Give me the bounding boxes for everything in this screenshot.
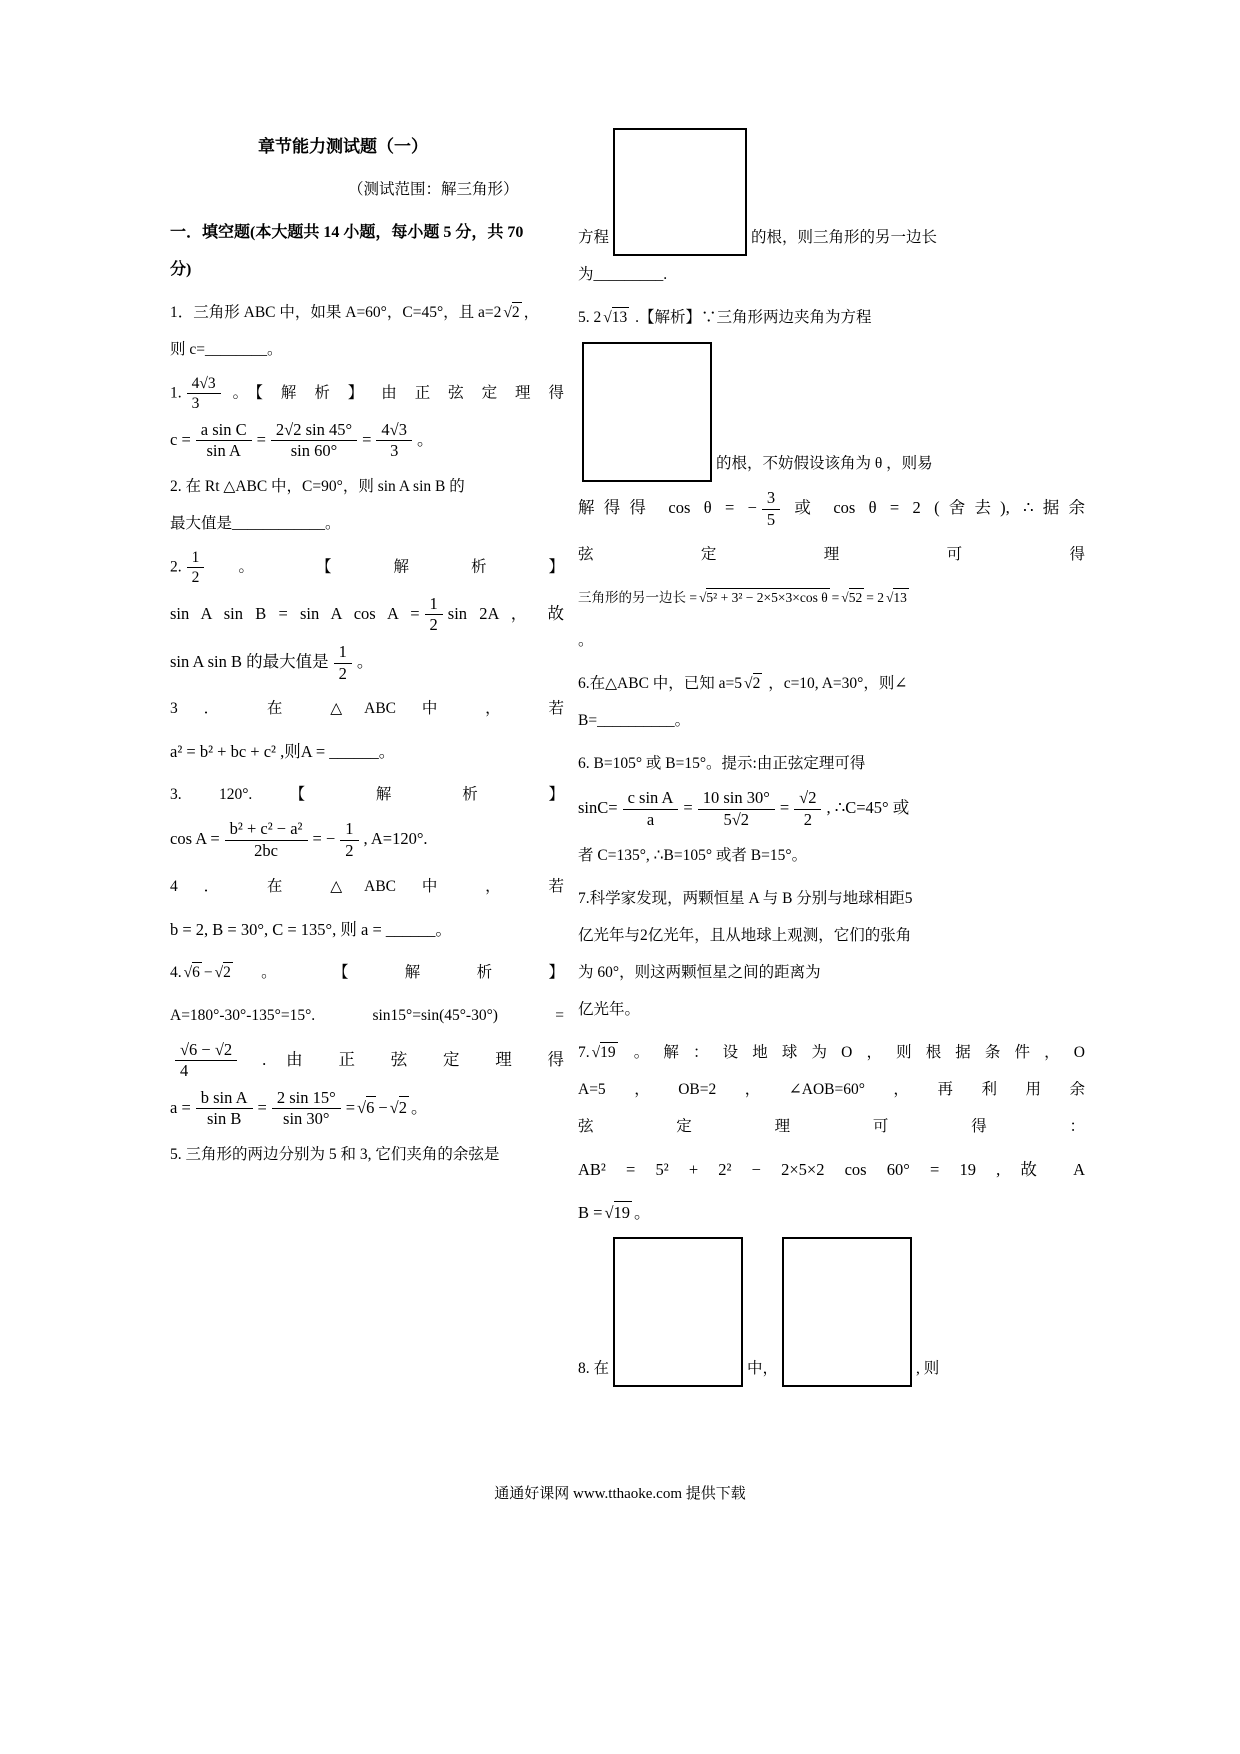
- fraction: [196, 420, 252, 462]
- text-run: a² = b² + bc + c² ,则A = ______。: [170, 742, 396, 762]
- sqrt-expression: [357, 1098, 376, 1117]
- denominator: 2: [334, 663, 352, 685]
- radicand: 13: [611, 309, 628, 326]
- numerator: 1: [345, 819, 354, 839]
- numerator: 2 sin 15°: [276, 1087, 336, 1107]
- text-run: 7.: [578, 1043, 590, 1061]
- text-run: =: [256, 429, 266, 449]
- text-run: =: [345, 1097, 356, 1117]
- answer-7-setup: [578, 1034, 1085, 1145]
- text-run: =: [683, 798, 693, 818]
- image-placeholder: [613, 128, 747, 256]
- text-run: 2.: [170, 558, 182, 576]
- radicand: 5² + 3² − 2×5×3×cos θ: [706, 590, 828, 606]
- text-run: , A=120°.: [363, 829, 428, 849]
- radicand: 19: [600, 1043, 616, 1061]
- numerator: 2√2 sin 45°: [275, 419, 353, 439]
- radical-sign-icon: √: [183, 963, 193, 981]
- image-placeholder: [613, 1237, 743, 1387]
- answer-6-intro: [578, 745, 1085, 782]
- text-run: 方程: [578, 229, 610, 246]
- question-7: [578, 880, 1085, 1028]
- question-4-intro: [170, 868, 564, 905]
- denominator: 5: [762, 509, 780, 531]
- text-run: 6.在△ABC 中，已知 a=5: [578, 675, 743, 693]
- numerator: √2: [799, 788, 817, 808]
- radical-sign-icon: √: [841, 590, 849, 606]
- text-run: ，c=10, A=30°，则∠: [764, 675, 908, 693]
- sqrt-expression: [603, 309, 629, 326]
- text-run: =: [831, 590, 840, 606]
- text-run: 8. 在: [578, 1359, 610, 1377]
- text-run: 三角形的另一边长 =: [578, 590, 697, 606]
- numerator: 4√3: [191, 375, 216, 392]
- radical-sign-icon: √: [699, 590, 707, 606]
- denominator: sin A: [196, 440, 252, 462]
- doc-subtitle: （测试范围：解三角形）: [348, 181, 519, 198]
- fraction: [196, 1088, 253, 1130]
- text-run: , 则: [916, 1359, 940, 1377]
- text-run: 或 cos θ = 2 (舍去), ∴据余: [785, 497, 1085, 517]
- radical-sign-icon: √: [885, 590, 894, 606]
- text-run: 。: [416, 429, 434, 449]
- denominator: sin B: [196, 1108, 253, 1130]
- text-run: 的根，不妨假设该角为 θ ，则易: [716, 455, 933, 472]
- fraction: [187, 548, 205, 588]
- question-2: [170, 468, 564, 542]
- sqrt-expression: [390, 1098, 409, 1117]
- sqrt-expression: [886, 590, 909, 605]
- answer-4: [170, 954, 564, 991]
- numerator: 1: [338, 642, 347, 661]
- sqrt-expression: [503, 304, 521, 321]
- text-run: sin A sin B 的最大值是: [170, 651, 329, 671]
- radicand: 52: [848, 590, 863, 606]
- text-run: sin A sin B = sin A cos A =: [170, 603, 420, 623]
- fraction: [698, 788, 775, 830]
- text-run: 的根，则三角形的另一边长: [751, 229, 938, 246]
- denominator: 2bc: [225, 840, 308, 862]
- numerator: √6 − √2: [180, 1039, 233, 1059]
- text-run: −: [378, 1097, 388, 1117]
- sqrt-expression: [841, 590, 864, 605]
- text-run: =: [362, 429, 372, 449]
- answer-4-step2: [170, 1040, 564, 1082]
- denominator: 2: [425, 614, 443, 636]
- radicand: 19: [613, 1202, 630, 1222]
- text-run: 1.: [170, 384, 182, 402]
- text-run: 5. 2: [578, 309, 602, 326]
- answer-2-derivation: [170, 594, 564, 636]
- fraction: [762, 488, 780, 530]
- question-5-figure-line: [578, 128, 1085, 293]
- numerator: 10 sin 30°: [702, 788, 770, 808]
- sqrt-expression: [744, 675, 762, 692]
- fraction: [175, 1040, 237, 1082]
- denominator: 5√2: [698, 809, 775, 831]
- doc-title: 章节能力测试题（一）: [258, 137, 428, 156]
- radicand: 2: [752, 675, 761, 693]
- question-5: [170, 1136, 564, 1173]
- radicand: 2: [223, 963, 231, 981]
- text-run: 6. B=105° 或 B=15°。提示:由正弦定理可得: [578, 755, 866, 773]
- text-run: . 由 正 弦 定 理 得: [242, 1049, 564, 1069]
- question-3-intro: [170, 690, 564, 727]
- text-run: B =: [578, 1202, 603, 1222]
- answer-3: [170, 776, 564, 813]
- text-run: 中，: [747, 1359, 779, 1377]
- answer-4-formula: [170, 1088, 564, 1130]
- fraction: [794, 788, 821, 830]
- answer-7-conclusion: [578, 1194, 1085, 1231]
- numerator: b sin A: [200, 1087, 248, 1107]
- answer-4-step1: [170, 997, 564, 1034]
- answer-1-formula: [170, 420, 564, 462]
- text-run: A=5，OB=2，∠AOB=60°，再利用余: [578, 1080, 1085, 1098]
- text-run: 。: [356, 651, 374, 671]
- denominator: 3: [376, 440, 412, 462]
- text-run: .【解析】∵三角形两边夹角为方程: [631, 309, 872, 326]
- text-run: 3 ． 在 △ABC 中 ， 若: [170, 700, 564, 718]
- fraction: [187, 374, 221, 414]
- radical-sign-icon: √: [744, 675, 753, 693]
- denominator: sin 60°: [271, 440, 357, 462]
- text-run: AB² = 5² + 2² − 2×5×2 cos 60° = 19 , 故 A: [578, 1159, 1085, 1179]
- text-run: 。: [410, 1097, 428, 1117]
- text-run: 弦 定 理 可 得: [578, 546, 1085, 564]
- text-run: 4 ． 在 △ABC 中 ， 若: [170, 877, 564, 895]
- answer-2: [170, 548, 564, 588]
- answer-5-step1: [578, 488, 1085, 530]
- image-placeholder: [782, 1237, 912, 1387]
- denominator: 4: [175, 1060, 237, 1082]
- denominator: 2: [794, 809, 821, 831]
- denominator: 2: [340, 840, 358, 862]
- radical-sign-icon: √: [503, 304, 512, 321]
- text-run: sinC=: [578, 798, 618, 818]
- answer-6-conclusion: [578, 837, 1085, 874]
- numerator: a sin C: [200, 419, 247, 439]
- answer-6-formula: [578, 788, 1085, 830]
- radical-sign-icon: √: [603, 309, 612, 326]
- numerator: 4√3: [381, 419, 407, 439]
- answer-5-step2: [578, 536, 1085, 573]
- numerator: 1: [429, 593, 438, 613]
- answer-7-formula: [578, 1151, 1085, 1188]
- text-run: =: [257, 1097, 267, 1117]
- numerator: c sin A: [627, 788, 674, 808]
- radicand: 2: [511, 304, 520, 321]
- sqrt-expression: [592, 1044, 618, 1061]
- radicand: 2: [398, 1097, 407, 1117]
- text-run: 。 【 解 析 】: [209, 558, 564, 576]
- text-run: cos A =: [170, 829, 220, 849]
- text-run: sin 2A ， 故: [447, 603, 564, 623]
- fraction: [271, 420, 357, 462]
- denominator: a: [623, 809, 679, 831]
- text-run: 亿光年与2亿光年，且从地球上观测，它们的张角: [578, 926, 912, 944]
- text-run: 。: [578, 632, 594, 650]
- radical-sign-icon: √: [591, 1043, 601, 1061]
- numerator: b² + c² − a²: [229, 819, 303, 839]
- text-run: a =: [170, 1097, 191, 1117]
- text-run: b = 2, B = 30°, C = 135°, 则 a = ______。: [170, 919, 452, 939]
- left-column: [170, 128, 564, 1179]
- fraction: [340, 819, 358, 861]
- text-run: 4.: [170, 963, 182, 981]
- page-footer: 通通好课网 www.tthaoke.com 提供下载: [494, 1486, 746, 1502]
- radical-sign-icon: √: [389, 1097, 399, 1117]
- section-heading: [170, 214, 564, 288]
- numerator: 3: [766, 488, 776, 507]
- text-run: 亿光年。: [578, 1000, 641, 1018]
- fraction: [334, 642, 352, 684]
- question-1: [170, 294, 564, 368]
- text-run: B=__________。: [578, 712, 691, 730]
- image-placeholder: [582, 342, 712, 482]
- text-run: 则 c=________。: [170, 341, 283, 358]
- radicand: 6: [366, 1097, 375, 1117]
- radical-sign-icon: √: [604, 1202, 614, 1222]
- text-run: 。: [634, 1202, 651, 1222]
- fraction: [623, 788, 679, 830]
- text-run: 为 60°，则这两颗恒星之间的距离为: [578, 963, 821, 981]
- fraction: [225, 819, 308, 861]
- denominator: sin 30°: [272, 1108, 341, 1130]
- text-run: 。【 解 析 】 由 正 弦 定 理 得: [225, 384, 564, 402]
- text-run: 最大值是____________。: [170, 515, 341, 532]
- sqrt-expression: [604, 1203, 632, 1222]
- answer-2-conclusion: [170, 642, 564, 684]
- text-run: 1．三角形 ABC 中，如果 A=60°，C=45°，且 a=2: [170, 304, 502, 321]
- fraction: [376, 420, 412, 462]
- answer-5-formula: [578, 579, 1085, 616]
- text-run: 2. 在 Rt △ABC 中，C=90°，则 sin A sin B 的: [170, 478, 465, 495]
- answer-5-figure-line: [578, 342, 1085, 482]
- text-run: 5. 三角形的两边分别为 5 和 3, 它们夹角的余弦是: [170, 1146, 500, 1163]
- radicand: 6: [192, 963, 200, 981]
- text-run: ，: [523, 304, 540, 321]
- answer-1: [170, 374, 564, 414]
- text-run: 为_________.: [578, 266, 668, 283]
- numerator: 1: [191, 549, 200, 566]
- answer-5-end: [578, 622, 1085, 659]
- text-run: 解得得 cos θ = −: [578, 497, 757, 517]
- fraction: [425, 594, 443, 636]
- text-run: 者 C=135°, ∴B=105° 或者 B=15°。: [578, 846, 808, 864]
- fraction: [272, 1088, 341, 1130]
- question-4-conditions: [170, 911, 564, 948]
- sqrt-expression: [184, 964, 202, 981]
- text-run: A=180°-30°-135°=15°. sin15°=sin(45°-30°) =: [170, 1006, 564, 1024]
- answer-5-intro: [578, 299, 1085, 336]
- radicand: 13: [893, 590, 907, 606]
- text-run: c =: [170, 429, 191, 449]
- sqrt-expression: [699, 590, 830, 605]
- answer-3-formula: [170, 819, 564, 861]
- question-3-equation: [170, 733, 564, 770]
- text-run: , ∴C=45° 或: [826, 798, 910, 818]
- text-run: 。解：设地球为O，则根据条件，O: [619, 1043, 1085, 1061]
- denominator: 2: [187, 567, 205, 587]
- radical-sign-icon: √: [214, 963, 224, 981]
- text-run: 分): [170, 261, 192, 278]
- question-8: [578, 1237, 1085, 1387]
- question-6: [578, 665, 1085, 739]
- text-run: 弦 定 理 可 得 ：: [578, 1117, 1085, 1135]
- text-run: = 2: [866, 590, 884, 606]
- text-run: 。 【 解 析 】: [234, 963, 564, 981]
- right-column: [578, 128, 1085, 1393]
- text-run: 一．填空题(本大题共 14 小题，每小题 5 分，共 70: [170, 224, 524, 241]
- denominator: 3: [187, 393, 221, 413]
- text-run: −: [203, 963, 213, 981]
- text-run: =: [779, 798, 790, 818]
- text-run: 3. 120°. 【 解 析 】: [170, 786, 564, 804]
- text-run: = −: [312, 829, 336, 849]
- text-run: 7.科学家发现，两颗恒星 A 与 B 分别与地球相距5: [578, 889, 913, 907]
- radical-sign-icon: √: [357, 1097, 367, 1117]
- sqrt-expression: [215, 964, 233, 981]
